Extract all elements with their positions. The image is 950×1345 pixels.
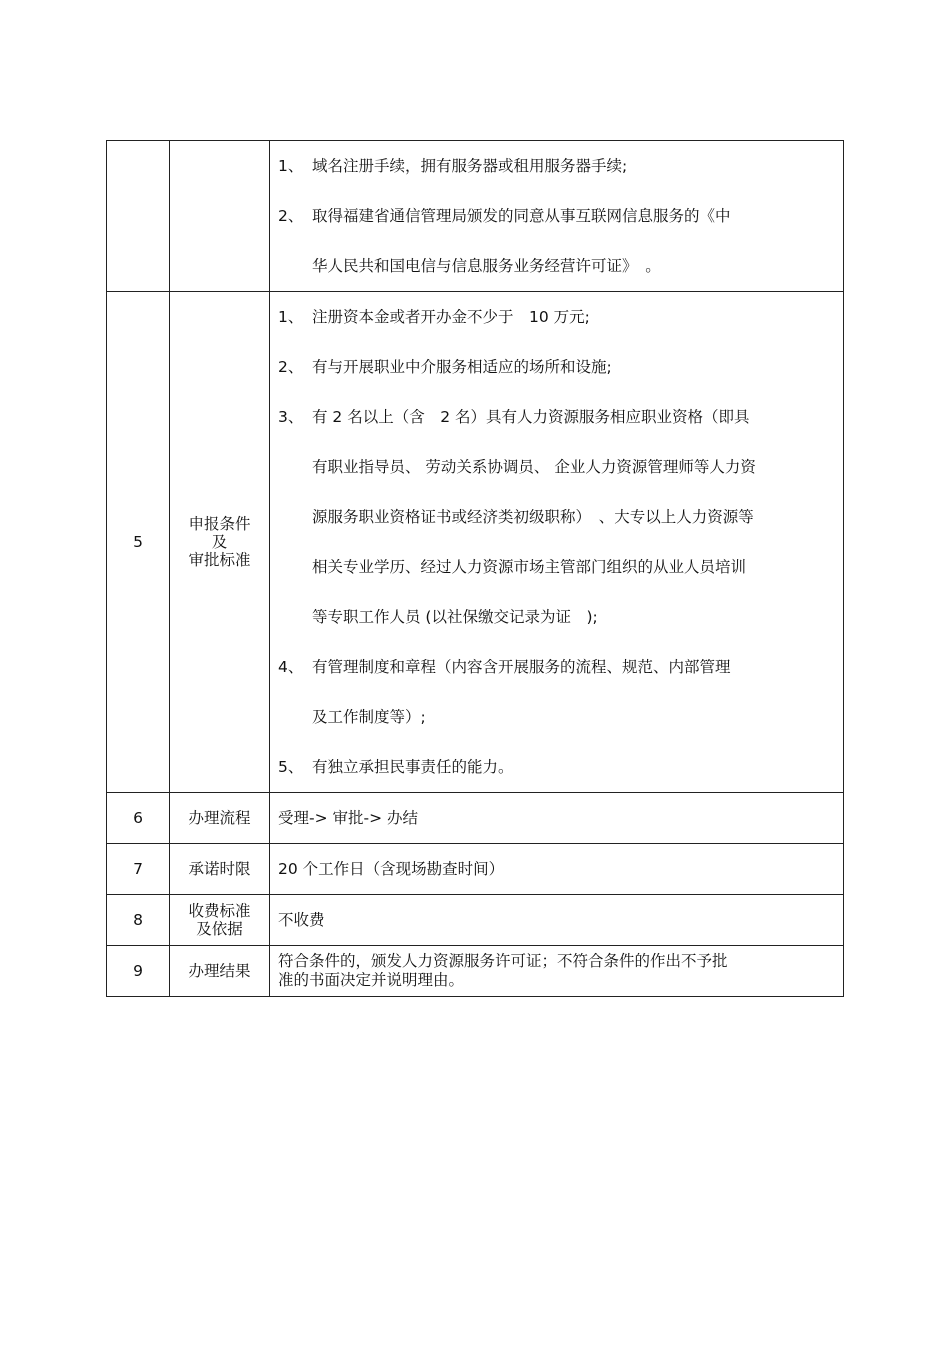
row-label-line: 审批标准 [188,551,251,569]
row-label-cell [170,292,270,793]
item-text-continuation: 有职业指导员、 劳动关系协调员、 企业人力资源管理师等人力资 [312,458,756,476]
table-row [107,292,844,793]
item-text-continuation: 等专职工作人员 (以社保缴交记录为证 ); [312,608,598,626]
item-number: 3、 [278,408,304,426]
approval-table [106,140,844,997]
row-number-cell: 6 [107,793,170,844]
row-content-cell [270,292,844,793]
item-text: 取得福建省通信管理局颁发的同意从事互联网信息服务的《中 [312,207,731,225]
table-row [107,793,844,844]
row-number-cell: 5 [107,292,170,793]
table-row [107,141,844,292]
table-row [107,946,844,997]
row-label-line: 及 [211,533,228,551]
row-label-line: 收费标准 [188,902,251,920]
row-content-cell: 20 个工作日（含现场勘查时间） [270,844,844,895]
item-number: 2、 [278,358,304,376]
row-label-cell: 承诺时限 [170,844,270,895]
item-text: 域名注册手续，拥有服务器或租用服务器手续; [312,157,628,175]
row-content-cell [270,141,844,292]
row-number-cell [107,141,170,292]
row-label-line: 申报条件 [188,515,251,533]
list-item [278,642,833,692]
list-item [278,141,833,191]
row-label-cell [170,141,270,292]
list-item [278,742,833,792]
content-line: 符合条件的，颁发人力资源服务许可证；不符合条件的作出不予批 [278,952,728,970]
item-text-continuation: 源服务职业资格证书或经济类初级职称） 、大专以上人力资源等 [312,508,754,526]
item-number: 5、 [278,758,304,776]
item-text: 有管理制度和章程（内容含开展服务的流程、规范、内部管理 [312,658,731,676]
item-number: 2、 [278,207,304,225]
item-text: 注册资本金或者开办金不少于 10 万元; [312,308,590,326]
item-text-continuation: 相关专业学历、经过人力资源市场主管部门组织的从业人员培训 [312,558,747,576]
item-number: 1、 [278,308,304,326]
row-label-cell: 办理结果 [170,946,270,997]
item-text: 有独立承担民事责任的能力。 [312,758,514,776]
row-content-cell: 不收费 [270,895,844,946]
row-label-line: 及依据 [196,920,243,938]
table-row [107,895,844,946]
row-number-cell: 7 [107,844,170,895]
item-number: 1、 [278,157,304,175]
item-text: 有与开展职业中介服务相适应的场所和设施; [312,358,612,376]
list-item [278,292,833,342]
row-number-cell: 8 [107,895,170,946]
row-content-cell: 受理-> 审批-> 办结 [270,793,844,844]
content-line: 准的书面决定并说明理由。 [278,971,465,989]
row-number-cell: 9 [107,946,170,997]
table-row [107,844,844,895]
item-text-continuation: 华人民共和国电信与信息服务业务经营许可证》 。 [312,257,661,275]
list-item [278,342,833,392]
row-label-cell [170,895,270,946]
row-label-cell: 办理流程 [170,793,270,844]
item-number: 4、 [278,658,304,676]
list-item [278,191,833,241]
row-content-cell [270,946,844,997]
item-text-continuation: 及工作制度等）; [312,708,426,726]
list-item [278,392,833,442]
item-text: 有 2 名以上（含 2 名）具有人力资源服务相应职业资格（即具 [312,408,750,426]
